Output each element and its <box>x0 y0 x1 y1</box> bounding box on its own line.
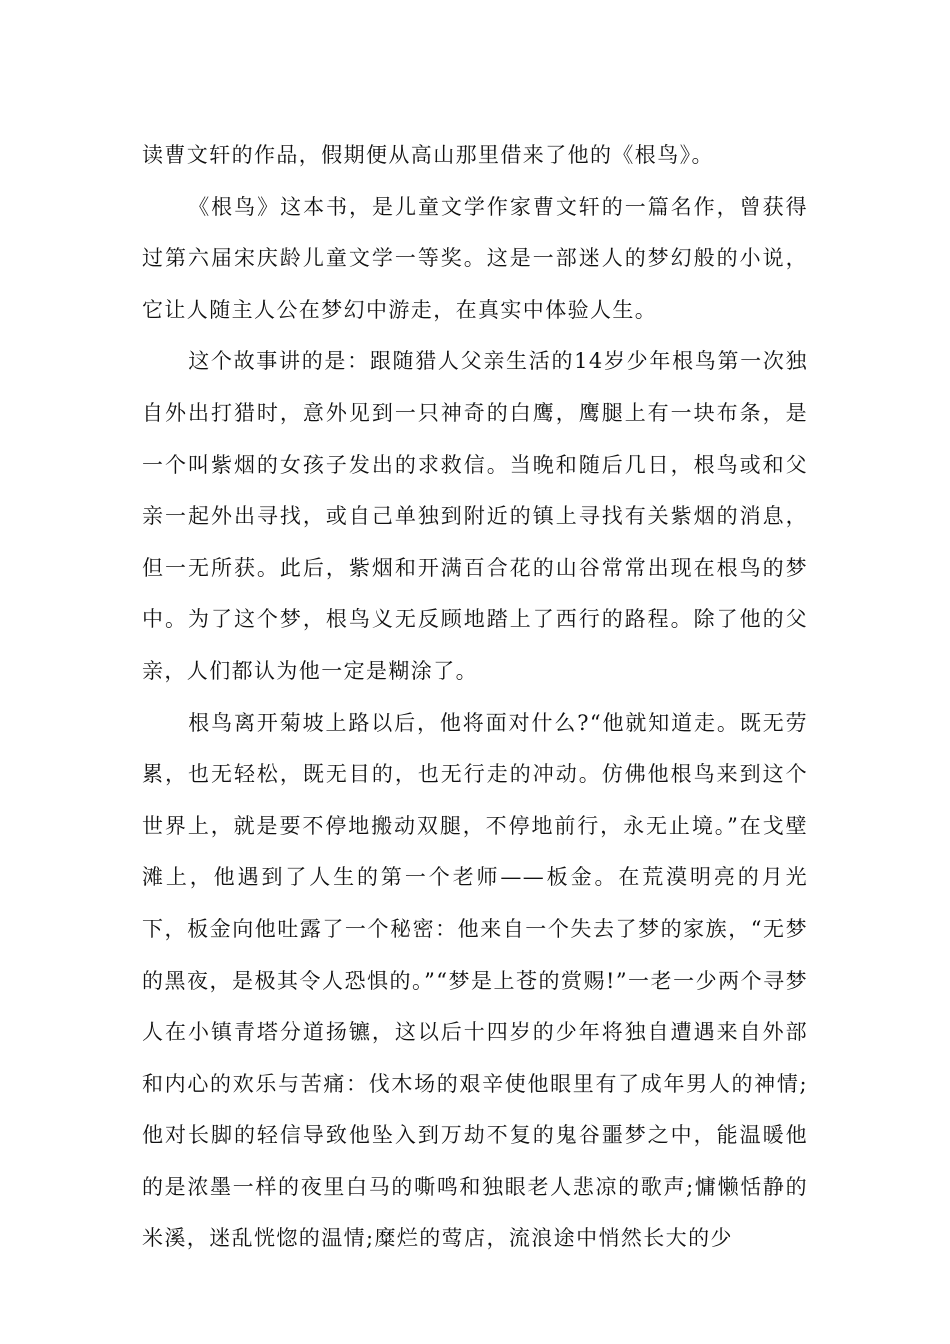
paragraph-1: 读曹文轩的作品，假期便从高山那里借来了他的《根鸟》。 <box>142 143 714 167</box>
paragraph-3: 这个故事讲的是：跟随猎人父亲生活的14岁少年根鸟第一次独自外出打猎时，意外见到一只神奇的白鹰，鹰腿上有一块布条，是一个叫紫烟的女孩子发出的求救信。当晚和随后几日，根鸟或和父亲一起外出寻找，或自己单独到附近的镇上寻找有关紫烟的消息，但一无所获。此后，紫烟和开满百合花的山谷常常出现在根鸟的梦中。为了这个梦，根鸟义无反顾地踏上了西行的路程。除了他的父亲，人们都认为他一定是糊涂了。 <box>142 349 808 683</box>
paragraph-2: 《根鸟》这本书，是儿童文学作家曹文轩的一篇名作，曾获得过第六届宋庆龄儿童文学一等奖。这是一部迷人的梦幻般的小说，它让人随主人公在梦幻中游走，在真实中体验人生。 <box>142 194 808 322</box>
body-text <box>142 130 808 1265</box>
paragraph-4: 根鸟离开菊坡上路以后，他将面对什么?“他就知道走。既无劳累，也无轻松，既无目的，也无行走的冲动。仿佛他根鸟来到这个世界上，就是要不停地搬动双腿，不停地前行，永无止境。”在戈壁滩上，他遇到了人生的第一个老师——板金。在荒漠明亮的月光下，板金向他吐露了一个秘密：他来自一个失去了梦的家族，“无梦的黑夜，是极其令人恐惧的。”“梦是上苍的赏赐!”一老一少两个寻梦人在小镇青塔分道扬镳，这以后十四岁的少年将独自遭遇来自外部和内心的欢乐与苦痛：伐木场的艰辛使他眼里有了成年男人的神情;他对长脚的轻信导致他坠入到万劫不复的鬼谷噩梦之中，能温暖他的是浓墨一样的夜里白马的嘶鸣和独眼老人悲凉的歌声;慵懒恬静的米溪，迷乱恍惚的温情;糜烂的莺店，流浪途中悄然长大的少 <box>142 710 808 1251</box>
